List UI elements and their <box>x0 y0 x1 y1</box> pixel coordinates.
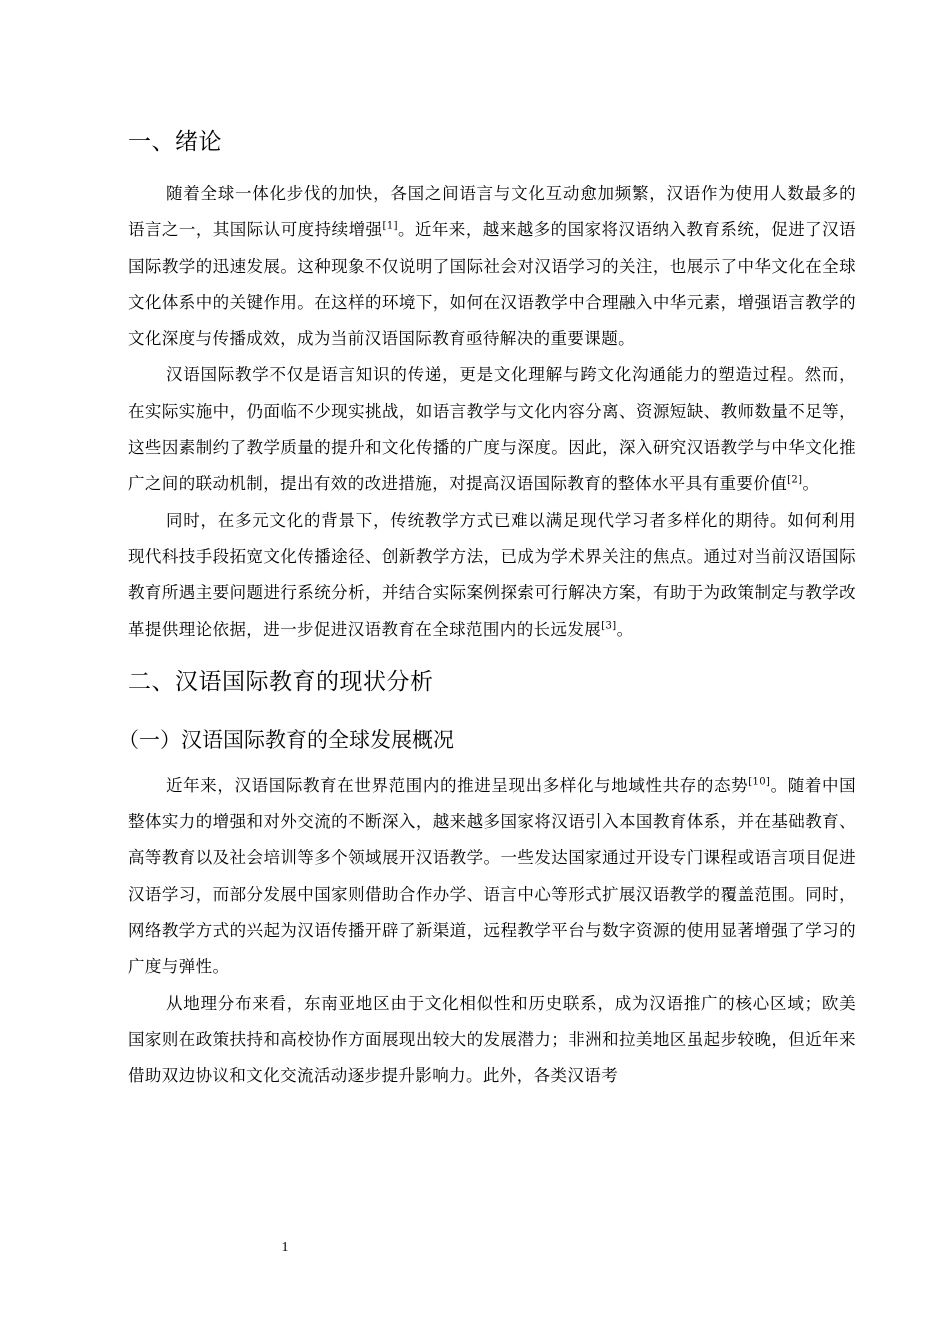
citation-marker: [10] <box>748 776 771 788</box>
paragraph-text-continued: 。随着中国整体实力的增强和对外交流的不断深入，越来越多国家将汉语引入本国教育体系，并在基础教育、高等教育以及社会培训等多个领域展开汉语教学。一些发达国家通过开设专门课程或语言项目促进汉语学习，而部分发展中国家则借助合作办学、语言中心等形式扩展汉语教学的覆盖范围。同时，网络教学方式的兴起为汉语传播开辟了新渠道，远程教学平台与数字资源的使用显著增强了学习的广度与弹性。 <box>128 775 857 977</box>
paragraph-text-continued: 。 <box>616 619 634 639</box>
paragraph-text-continued: 。近年来，越来越多的国家将汉语纳入教育系统，促进了汉语国际教学的迅速发展。这种现象不仅说明了国际社会对汉语学习的关注，也展示了中华文化在全球文化体系中的关键作用。在这样的环境下，如何在汉语教学中合理融入中华元素，增强语言教学的文化深度与传播成效，成为当前汉语国际教育亟待解决的重要课题。 <box>128 220 856 349</box>
paragraph <box>128 176 856 357</box>
paragraph-text-continued: 。 <box>802 474 820 494</box>
citation-marker: [3] <box>601 620 617 632</box>
document-body <box>118 118 857 1095</box>
paragraph <box>128 357 856 502</box>
paragraph-text: 从地理分布来看，东南亚地区由于文化相似性和历史联系，成为汉语推广的核心区域；欧美国家则在政策扶持和高校协作方面展现出较大的发展潜力；非洲和拉美地区虽起步较晚，但近年来借助双边协议和文化交流活动逐步提升影响力。此外，各类汉语考 <box>128 993 856 1086</box>
section-title-status-analysis: 二、汉语国际教育的现状分析 <box>128 668 434 695</box>
paragraph <box>128 986 856 1095</box>
page-number: 1 <box>281 1240 289 1255</box>
paragraph-text: 随着全球一体化步伐的加快，各国之间语言与文化互动愈加频繁，汉语作为使用人数最多的语言之一，其国际认可度持续增强 <box>128 184 856 240</box>
paragraph <box>128 768 856 986</box>
paragraph-text: 近年来，汉语国际教育在世界范围内的推进呈现出多样化与地域性共存的态势 <box>165 775 749 795</box>
citation-marker: [1] <box>382 220 398 232</box>
section-title-introduction: 一、绪论 <box>128 129 222 155</box>
paragraph <box>128 503 856 648</box>
paragraph-text: 汉语国际教学不仅是语言知识的传递，更是文化理解与跨文化沟通能力的塑造过程。然而，在实际实施中，仍面临不少现实挑战，如语言教学与文化内容分离、资源短缺、教师数量不足等，这些因素制约了教学质量的提升和文化传播的广度与深度。因此，深入研究汉语教学与中华文化推广之间的联动机制，提出有效的改进措施，对提高汉语国际教育的整体水平具有重要价值 <box>128 365 856 494</box>
paragraph-text: 同时，在多元文化的背景下，传统教学方式已难以满足现代学习者多样化的期待。如何利用现代科技手段拓宽文化传播途径、创新教学方法，已成为学术界关注的焦点。通过对当前汉语国际教育所遇主要问题进行系统分析，并结合实际案例探索可行解决方案，有助于为政策制定与教学改革提供理论依据，进一步促进汉语教育在全球范围内的长远发展 <box>128 510 856 639</box>
subsection-title-global-overview: （一）汉语国际教育的全球发展概况 <box>118 727 454 752</box>
citation-marker: [2] <box>787 474 803 486</box>
